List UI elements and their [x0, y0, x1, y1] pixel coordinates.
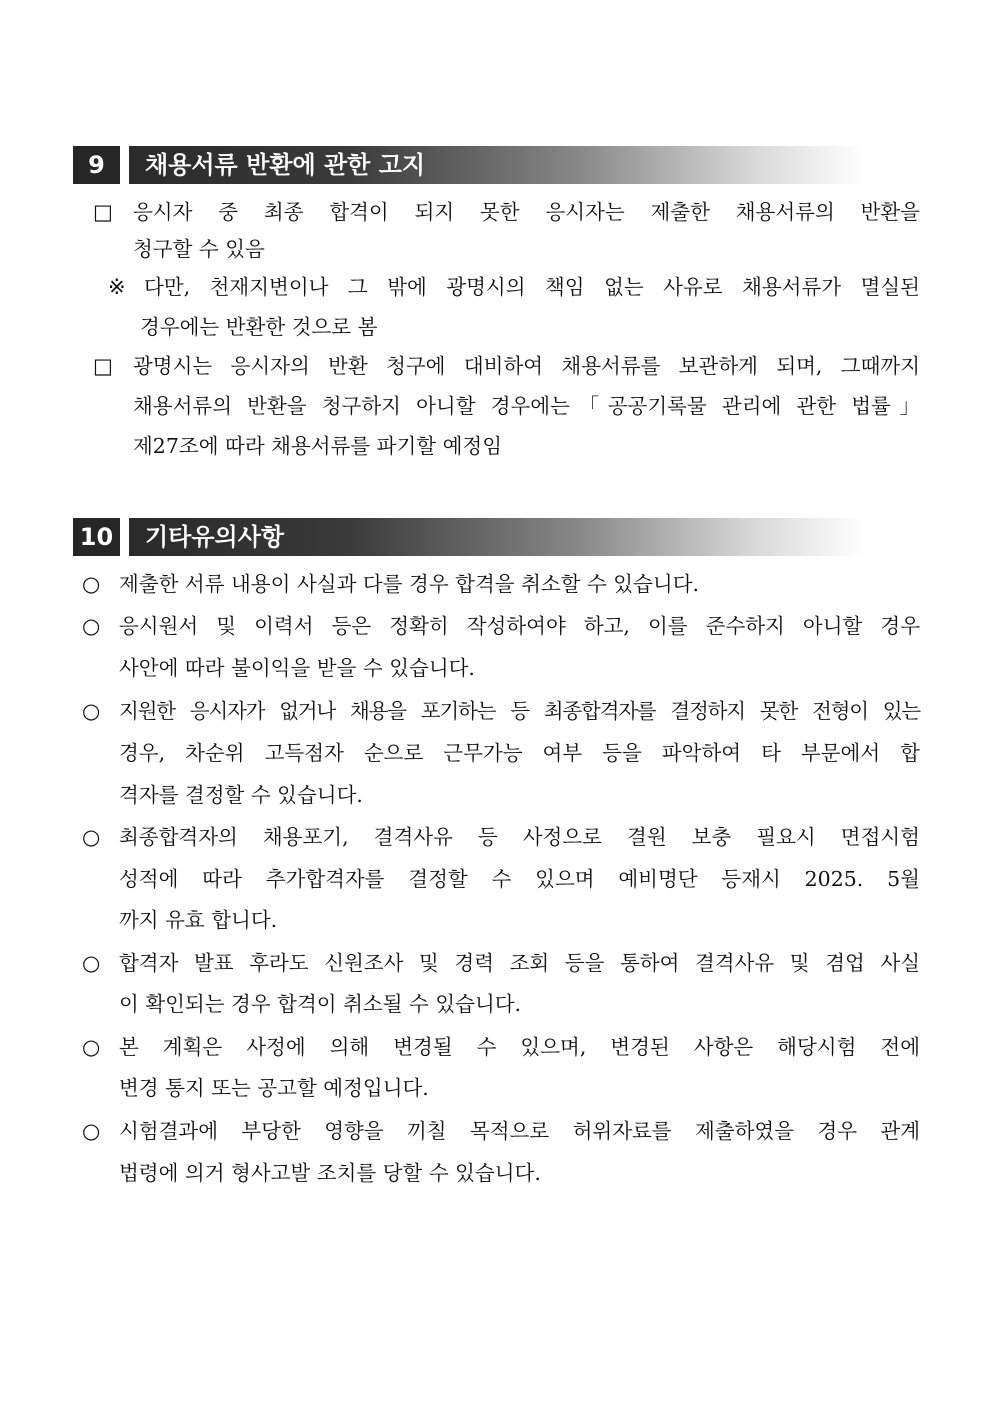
- sec10-item3-line1: 지원한 응시자가 없거나 채용을 포기하는 등 최종합격자를 결정하지 못한 전형이 있는: [119, 699, 920, 723]
- sec10-item3-line3: 격자를 결정할 수 있습니다.: [119, 783, 363, 807]
- sec10-item4-line3: 까지 유효 합니다.: [119, 908, 278, 932]
- checkbox-bullet-icon: □: [93, 354, 113, 378]
- circle-bullet-icon: ○: [82, 951, 101, 975]
- section-9-header: [73, 146, 863, 184]
- section-10-number: 10: [73, 518, 120, 556]
- section-10-title-bar: [129, 518, 863, 556]
- sec10-item7-line2: 법령에 의거 형사고발 조치를 당할 수 있습니다.: [119, 1161, 541, 1185]
- sec10-item7-line1: 시험결과에 부당한 영향을 끼칠 목적으로 허위자료를 제출하였을 경우 관계: [119, 1119, 920, 1143]
- sec9-bullet2-line3: 제27조에 따라 채용서류를 파기할 예정임: [133, 434, 502, 458]
- circle-bullet-icon: ○: [82, 614, 101, 638]
- sec10-item2-line1: 응시원서 및 이력서 등은 정확히 작성하여야 하고, 이를 준수하지 아니할 경우: [119, 614, 920, 638]
- circle-bullet-icon: ○: [82, 825, 101, 849]
- circle-bullet-icon: ○: [82, 572, 101, 596]
- section-10-header: [73, 518, 863, 556]
- circle-bullet-icon: ○: [82, 1035, 101, 1059]
- sec9-bullet2-line1: 광명시는 응시자의 반환 청구에 대비하여 채용서류를 보관하게 되며, 그때까지: [133, 354, 920, 378]
- sec9-bullet2-line2: 채용서류의 반환을 청구하지 아니할 경우에는「공공기록물 관리에 관한 법률」: [133, 394, 920, 418]
- section-10-title: 기타유의사항: [145, 523, 285, 551]
- sec10-item1-line1: 제출한 서류 내용이 사실과 다를 경우 합격을 취소할 수 있습니다.: [119, 572, 700, 596]
- sec10-item6-line1: 본 계획은 사정에 의해 변경될 수 있으며, 변경된 사항은 해당시험 전에: [119, 1035, 920, 1059]
- reference-mark-icon: ※: [108, 275, 126, 299]
- sec9-note-line2: 경우에는 반환한 것으로 봄: [140, 315, 378, 339]
- section-9-number: 9: [73, 146, 120, 184]
- circle-bullet-icon: ○: [82, 1119, 101, 1143]
- circle-bullet-icon: ○: [82, 699, 101, 723]
- checkbox-bullet-icon: □: [93, 200, 113, 224]
- sec10-item3-line2: 경우, 차순위 고득점자 순으로 근무가능 여부 등을 파악하여 타 부문에서 합: [119, 741, 920, 765]
- sec10-item6-line2: 변경 통지 또는 공고할 예정입니다.: [119, 1076, 429, 1100]
- sec10-item5-line2: 이 확인되는 경우 합격이 취소될 수 있습니다.: [119, 992, 522, 1016]
- sec9-note-line1: 다만, 천재지변이나 그 밖에 광명시의 책임 없는 사유로 채용서류가 멸실된: [144, 275, 920, 299]
- sec10-item4-line1: 최종합격자의 채용포기, 결격사유 등 사정으로 결원 보충 필요시 면접시험: [119, 825, 920, 849]
- sec9-bullet1-line1: 응시자 중 최종 합격이 되지 못한 응시자는 제출한 채용서류의 반환을: [133, 200, 920, 224]
- sec10-item4-line2: 성적에 따라 추가합격자를 결정할 수 있으며 예비명단 등재시 2025. 5월: [119, 867, 920, 891]
- section-9-title: 채용서류 반환에 관한 고지: [145, 151, 426, 179]
- sec9-bullet1-line2: 청구할 수 있음: [133, 237, 265, 261]
- sec10-item5-line1: 합격자 발표 후라도 신원조사 및 경력 조회 등을 통하여 결격사유 및 겸업 사실: [119, 951, 920, 975]
- section-9-title-bar: [129, 146, 863, 184]
- sec10-item2-line2: 사안에 따라 불이익을 받을 수 있습니다.: [119, 656, 475, 680]
